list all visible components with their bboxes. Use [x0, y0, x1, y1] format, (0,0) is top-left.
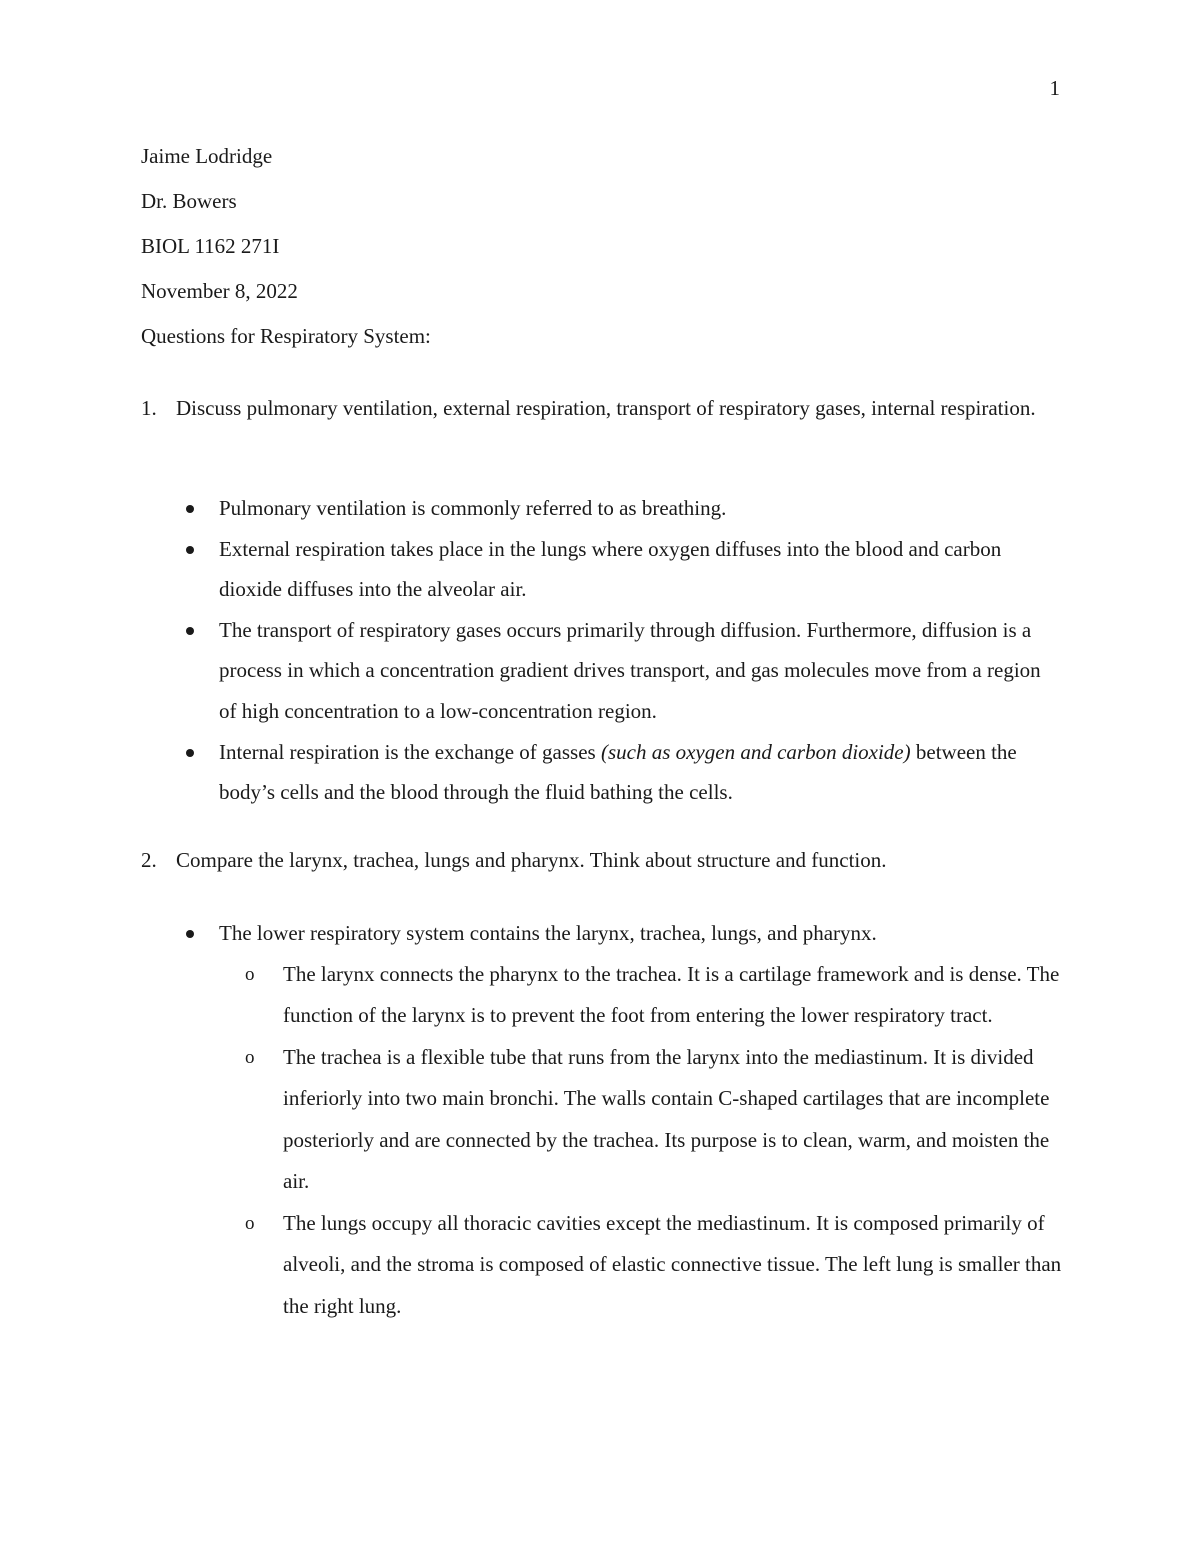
question-number: 1. — [141, 396, 157, 420]
sub-list-item — [245, 1037, 1063, 1203]
bullet-icon — [183, 488, 219, 529]
question-2 — [141, 846, 1061, 875]
list-item — [183, 732, 1063, 813]
sub-list-item-text: The larynx connects the pharynx to the trachea. It is a cartilage framework and is dense. The function of the larynx is to prevent the foot from entering the lower respiratory tract. — [283, 961, 1060, 1028]
document-title: Questions for Respiratory System: — [141, 324, 431, 348]
list-item — [183, 529, 1063, 610]
sub-bullet-icon: o — [245, 1046, 255, 1068]
bullet-icon — [183, 529, 219, 610]
list-item-text-part: Internal respiration is the exchange of gasses — [219, 739, 601, 764]
sub-list-item-text: The lungs occupy all thoracic cavities except the mediastinum. It is composed primarily of alveoli, and the stroma is composed of elastic connective tissue. The left lung is smaller than the right lung. — [283, 1210, 1062, 1318]
list-item — [183, 913, 1063, 954]
bullet-icon — [183, 610, 219, 732]
bullet-icon — [183, 913, 219, 954]
list-item — [183, 488, 1063, 529]
list-item-text: Pulmonary ventilation is commonly referred to as breathing. — [219, 496, 727, 520]
instructor-name: Dr. Bowers — [141, 189, 237, 213]
sub-bullet-icon: o — [245, 1212, 255, 1234]
question-1 — [141, 394, 1061, 423]
list-item-text: The lower respiratory system contains the larynx, trachea, lungs, and pharynx. — [219, 921, 877, 945]
italic-note: (such as oxygen and carbon dioxide) — [600, 739, 911, 764]
list-item-text — [219, 732, 1063, 813]
question-1-answers — [183, 488, 1063, 813]
bullet-icon — [183, 732, 219, 813]
course-code: BIOL 1162 271I — [141, 234, 280, 258]
sub-list-item — [245, 1203, 1063, 1328]
page-number: 1 — [1049, 76, 1060, 100]
document-date: November 8, 2022 — [141, 279, 298, 303]
question-text: Discuss pulmonary ventilation, external respiration, transport of respiratory gases, internal respiration. — [176, 396, 1036, 420]
question-2-answers — [183, 913, 1063, 1327]
sub-bullet-icon: o — [245, 963, 255, 985]
sub-list-item-text: The trachea is a flexible tube that runs from the larynx into the mediastinum. It is divided inferiorly into two main bronchi. The walls contain C-shaped cartilages that are incomplete posteriorly and are connected by the trachea. Its purpose is to clean, warm, and moisten the air. — [283, 1044, 1050, 1194]
document-header — [141, 144, 431, 369]
student-name: Jaime Lodridge — [141, 144, 273, 168]
list-item-text: External respiration takes place in the lungs where oxygen diffuses into the blood and carbon dioxide diffuses into the alveolar air. — [219, 536, 1002, 602]
sub-list-item — [245, 954, 1063, 1037]
list-item-text: The transport of respiratory gases occurs primarily through diffusion. Furthermore, diffusion is a process in which a concentration gradient drives transport, and gas molecules move from a region of high concentration to a low-concentration region. — [219, 617, 1041, 723]
list-item — [183, 610, 1063, 732]
question-number: 2. — [141, 848, 157, 872]
list-item-text-part: between the body’s cells and the blood through the fluid bathing the cells. — [219, 739, 1017, 805]
question-text: Compare the larynx, trachea, lungs and pharynx. Think about structure and function. — [176, 848, 887, 872]
